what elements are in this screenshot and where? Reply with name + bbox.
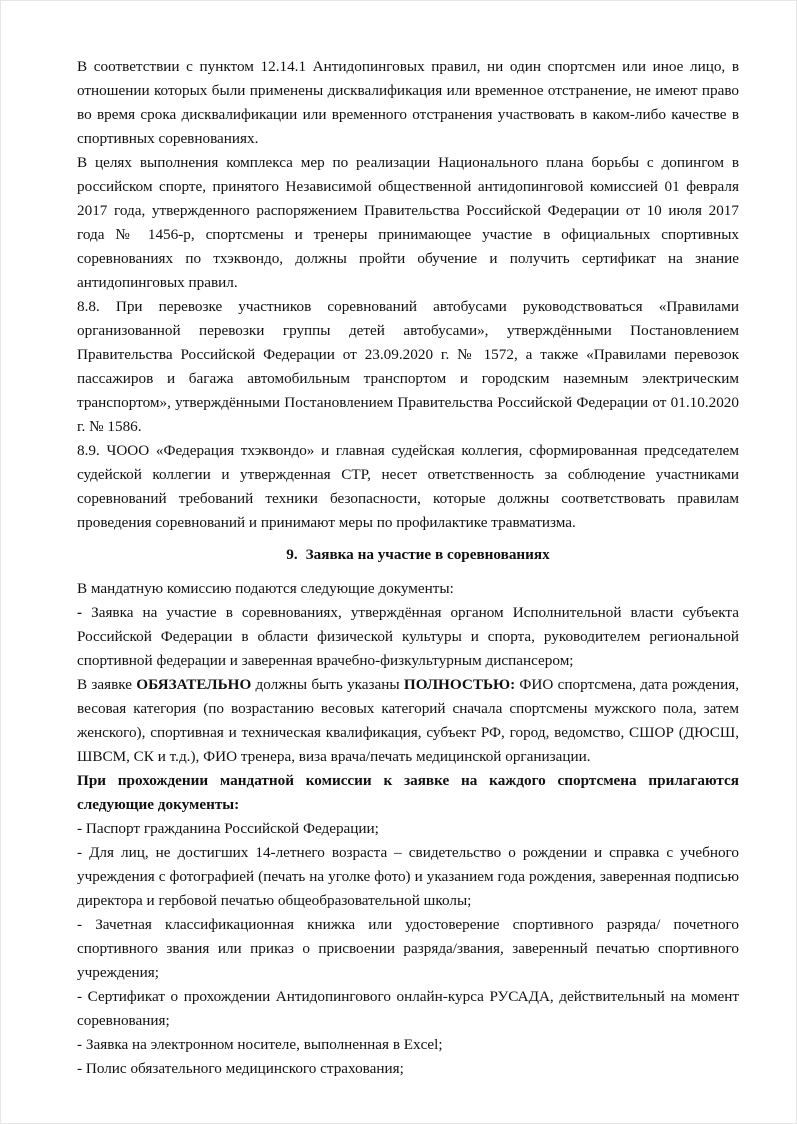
- bold-statement: [77, 769, 739, 817]
- required-fields-bold-1: ОБЯЗАТЕЛЬНО: [136, 676, 252, 693]
- document-body: [77, 55, 739, 1081]
- section-number: 9.: [286, 546, 298, 563]
- list-dash: -: [77, 604, 83, 621]
- section-title: Заявка на участие в соревнованиях: [305, 546, 550, 563]
- bold-statement-text: При прохождении мандатной комиссии к заявке на каждого спортсмена прилагаются следующие документы:: [77, 772, 739, 813]
- list-item: - Полис обязательного медицинского страхования;: [77, 1060, 404, 1077]
- application-item: [77, 601, 739, 673]
- paragraph-antidoping-rule: В соответствии с пунктом 12.14.1 Антидопинговых правил, ни один спортсмен или иное лицо, в отношении которых были применены дисквалификация или временное отстранение, не имеют право во время срока дисквалификации или временного отстранения участвовать в каком-либо качестве в спортивных соревнованиях.: [77, 58, 739, 147]
- application-item-text: Заявка на участие в соревнованиях, утверждённая органом Исполнительной власти субъекта Российской Федерации в области физической культуры и спорта, руководителем региональной спортивной федерации и заверенная врачебно-физкультурным диспансером;: [77, 604, 739, 669]
- paragraph-national-plan: В целях выполнения комплекса мер по реализации Национального плана борьбы с допингом в российском спорте, принятого Независимой общественной антидопинговой комиссией 01 февраля 2017 года, утвержденного распоряжением Правительства Российской Федерации от 10 июля 2017 года № 1456-р, спортсмены и тренеры принимающее участие в официальных спортивных соревнованиях по тхэквондо, должны пройти обучение и получить сертификат на знание антидопинговых правил.: [77, 154, 739, 291]
- list-item: - Заявка на электронном носителе, выполненная в Excel;: [77, 1036, 443, 1053]
- section-heading: [77, 543, 739, 567]
- required-fields-text-1: В заявке: [77, 676, 137, 693]
- list-item: - Для лиц, не достигших 14-летнего возраста – свидетельство о рождении и справка с учебного учреждения с фотографией (печать на уголке фото) и указанием года рождения, заверенная подписью директора и гербовой печатью общеобразовательной школы;: [77, 844, 739, 909]
- paragraph-8-9-safety: 8.9. ЧООО «Федерация тхэквондо» и главная судейская коллегия, сформированная председателем судейской коллегии и утвержденная СТР, несет ответственность за соблюдение участниками соревнований требований техники безопасности, которые должны соответствовать правилам проведения соревнований и принимают меры по профилактике травматизма.: [77, 442, 739, 531]
- paragraph-8-8-transport: 8.8. При перевозке участников соревнований автобусами руководствоваться «Правилами организованной перевозки группы детей автобусами», утверждёнными Постановлением Правительства Российской Федерации от 23.09.2020 г. № 1572, а также «Правилами перевозок пассажиров и багажа автомобильным транспортом и городским наземным электрическим транспортом», утверждёнными Постановлением Правительства Российской Федерации от 01.10.2020 г. № 1586.: [77, 298, 739, 435]
- required-fields-paragraph: [77, 673, 739, 769]
- required-fields-bold-2: ПОЛНОСТЬЮ:: [403, 676, 516, 693]
- list-item: - Паспорт гражданина Российской Федерации;: [77, 820, 379, 837]
- required-fields-text-2: должны быть указаны: [251, 676, 404, 693]
- intro-paragraph: В мандатную комиссию подаются следующие документы:: [77, 580, 454, 597]
- required-fields-text-3: ФИО спортсмена, дата рождения, весовая категория (по возрастанию весовых категорий сначала спортсмены мужского пола, затем женского), спортивная и техническая квалификация, субъект РФ, город, ведомство, СШОР (ДЮСШ, ШВСМ, СК и т.д.), ФИО тренера, виза врача/печать медицинской организации.: [77, 676, 739, 765]
- list-item: - Зачетная классификационная книжка или удостоверение спортивного разряда/ почетного спортивного звания или приказ о присвоении разряда/звания, заверенный печатью спортивного учреждения;: [77, 916, 739, 981]
- list-item: - Сертификат о прохождении Антидопингового онлайн-курса РУСАДА, действительный на момент соревнования;: [77, 988, 739, 1029]
